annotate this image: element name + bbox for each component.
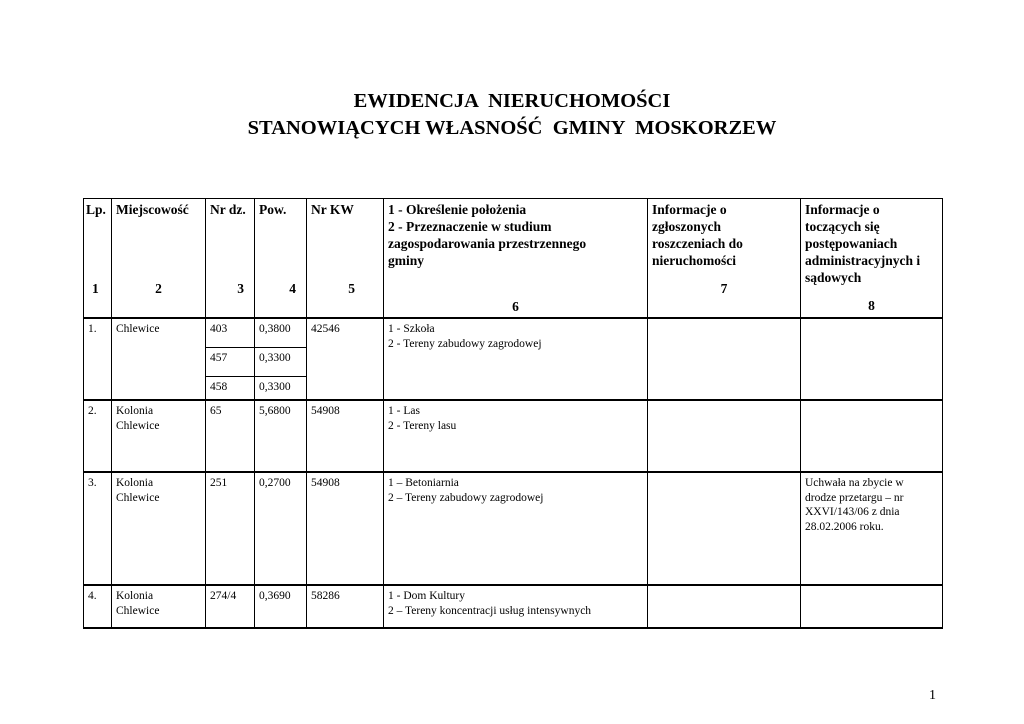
- column-number-2: 2: [155, 281, 162, 296]
- cell-nr-dz: 403: [206, 318, 255, 348]
- cell-roszczenia: [648, 472, 801, 585]
- cell-pow: 0,3800: [255, 318, 307, 348]
- cell-polozenie: 1 - Dom Kultury 2 – Tereny koncentracji usług intensywnych: [384, 585, 648, 628]
- cell-nr-dz: 65: [206, 400, 255, 472]
- table-row: [84, 400, 943, 472]
- header-postepowania: Informacje o toczących się postępowaniach administracyjnych i sądowych 8: [801, 199, 943, 319]
- header-polozenie: 1 - Określenie położenia 2 - Przeznaczenie w studium zagospodarowania przestrzennego gminy 6: [384, 199, 648, 319]
- header-lp: Lp. 1: [84, 199, 112, 319]
- cell-polozenie: 1 - Szkoła 2 - Tereny zabudowy zagrodowej: [384, 318, 648, 400]
- cell-lp: 2.: [84, 400, 112, 472]
- cell-polozenie: 1 – Betoniarnia 2 – Tereny zabudowy zagrodowej: [384, 472, 648, 585]
- title-line-1: EWIDENCJA NIERUCHOMOŚCI: [353, 90, 671, 112]
- cell-roszczenia: [648, 400, 801, 472]
- cell-pow: 5,6800: [255, 400, 307, 472]
- cell-nr-dz: 251: [206, 472, 255, 585]
- cell-pow: 0,2700: [255, 472, 307, 585]
- cell-pow: 0,3300: [255, 348, 307, 377]
- page-number: 1: [929, 688, 936, 703]
- cell-nr-dz: 457: [206, 348, 255, 377]
- cell-miejscowosc: Kolonia Chlewice: [112, 585, 206, 628]
- cell-lp: 3.: [84, 472, 112, 585]
- table-row: [84, 472, 943, 585]
- header-nr-kw: Nr KW 5: [307, 199, 384, 319]
- cell-nr-kw: 54908: [307, 400, 384, 472]
- cell-pow: 0,3300: [255, 377, 307, 401]
- cell-nr-kw: 54908: [307, 472, 384, 585]
- header-row: [84, 199, 943, 319]
- cell-nr-dz: 274/4: [206, 585, 255, 628]
- header-pow: Pow. 4: [255, 199, 307, 319]
- header-nr-dz: Nr dz. 3: [206, 199, 255, 319]
- document-title: [0, 88, 1024, 142]
- cell-postepowania: [801, 318, 943, 400]
- column-number-6: 6: [512, 299, 519, 314]
- cell-nr-dz: 458: [206, 377, 255, 401]
- header-miejscowosc: Miejscowość 2: [112, 199, 206, 319]
- cell-miejscowosc: Kolonia Chlewice: [112, 400, 206, 472]
- column-number-3: 3: [237, 281, 244, 296]
- cell-postepowania: [801, 585, 943, 628]
- column-number-7: 7: [720, 281, 728, 296]
- cell-lp: 1.: [84, 318, 112, 400]
- title-line-2: STANOWIĄCYCH WŁASNOŚĆ GMINY MOSKORZEW: [247, 117, 777, 139]
- cell-pow: 0,3690: [255, 585, 307, 628]
- cell-miejscowosc: Chlewice: [112, 318, 206, 400]
- table-row: [84, 585, 943, 628]
- cell-nr-kw: 42546: [307, 318, 384, 400]
- column-number-8: 8: [868, 298, 875, 313]
- table-row: [84, 318, 943, 348]
- cell-roszczenia: [648, 318, 801, 400]
- cell-postepowania: Uchwała na zbycie w drodze przetargu – nr XXVI/143/06 z dnia 28.02.2006 roku.: [801, 472, 943, 585]
- cell-roszczenia: [648, 585, 801, 628]
- column-number-4: 4: [289, 281, 296, 296]
- cell-miejscowosc: Kolonia Chlewice: [112, 472, 206, 585]
- cell-polozenie: 1 - Las 2 - Tereny lasu: [384, 400, 648, 472]
- property-register-table: [83, 198, 943, 629]
- cell-nr-kw: 58286: [307, 585, 384, 628]
- cell-postepowania: [801, 400, 943, 472]
- column-number-5: 5: [348, 281, 355, 296]
- header-roszczenia: Informacje o zgłoszonych roszczeniach do nieruchomości 7: [648, 199, 801, 319]
- cell-lp: 4.: [84, 585, 112, 628]
- column-number-1: 1: [92, 281, 99, 296]
